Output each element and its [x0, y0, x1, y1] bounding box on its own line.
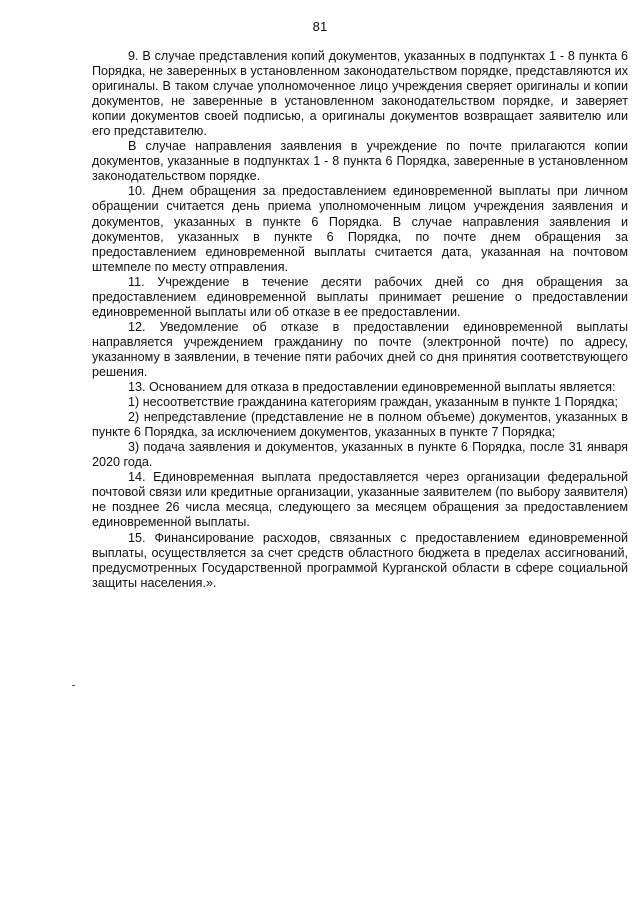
paragraph-13-item-2: 2) непредставление (представление не в полном объеме) документов, указанных в пункте 6 Порядка, за исключением документов, указанных в пункте 7 Порядка;	[92, 410, 628, 440]
paragraph-13: 13. Основанием для отказа в предоставлении единовременной выплаты является:	[128, 380, 616, 395]
paragraph-11: 11. Учреждение в течение десяти рабочих дней со дня обращения за предоставлением единовременной выплаты принимает решение о предоставлении единовременной выплаты или об отказе в ее предоставлении.	[92, 274, 628, 319]
paragraph-10: 10. Днем обращения за предоставлением единовременной выплаты при личном обращении считается день приема уполномоченным лицом учреждения заявления и документов, указанных в пункте 6 Порядка. В случае направления заявления и документов, указанных в пункте 6 Порядка, по почте днем обращения за предоставлением единовременной выплаты считается дата, указанная на почтовом штемпеле по месту отправления.	[92, 184, 628, 274]
paragraph-9: 9. В случае представления копий документов, указанных в подпунктах 1 - 8 пункта 6 Порядка, не заверенных в установленном законодательством порядке, представляются их оригиналы. В таком случае уполномоченное лицо учреждения сверяет оригиналы и копии документов, не заверенные в установленном законодательством порядке, и заверяет копии документов своей подписью, а оригиналы документов возвращает заявителю или его представителю.	[92, 49, 628, 139]
paragraph-14: 14. Единовременная выплата предоставляется через организации федеральной почтовой связи или кредитные организации, указанные заявителем (по выбору заявителя) не позднее 26 числа месяца, следующего за месяцем обращения за предоставлением единовременной выплаты.	[92, 470, 628, 530]
paragraph-13-item-1: 1) несоответствие гражданина категориям граждан, указанным в пункте 1 Порядка;	[128, 395, 619, 410]
scan-mark	[72, 685, 75, 686]
paragraph-9-postal: В случае направления заявления в учреждение по почте прилагаются копии документов, указанные в подпунктах 1 - 8 пункта 6 Порядка, заверенные в установленном законодательством порядке.	[92, 139, 628, 184]
document-body	[92, 49, 628, 591]
page-number: 81	[312, 19, 328, 34]
paragraph-12: 12. Уведомление об отказе в предоставлении единовременной выплаты направляется учреждением гражданину по почте (электронной почте) по адресу, указанному в заявлении, в течение пяти рабочих дней со дня принятия соответствующего решения.	[92, 319, 628, 379]
paragraph-15: 15. Финансирование расходов, связанных с предоставлением единовременной выплаты, осуществляется за счет средств областного бюджета в пределах ассигнований, предусмотренных Государственной программой Курганской области в сфере социальной защиты населения.».	[92, 530, 628, 590]
paragraph-13-item-3: 3) подача заявления и документов, указанных в пункте 6 Порядка, после 31 января 2020 года.	[92, 440, 628, 470]
